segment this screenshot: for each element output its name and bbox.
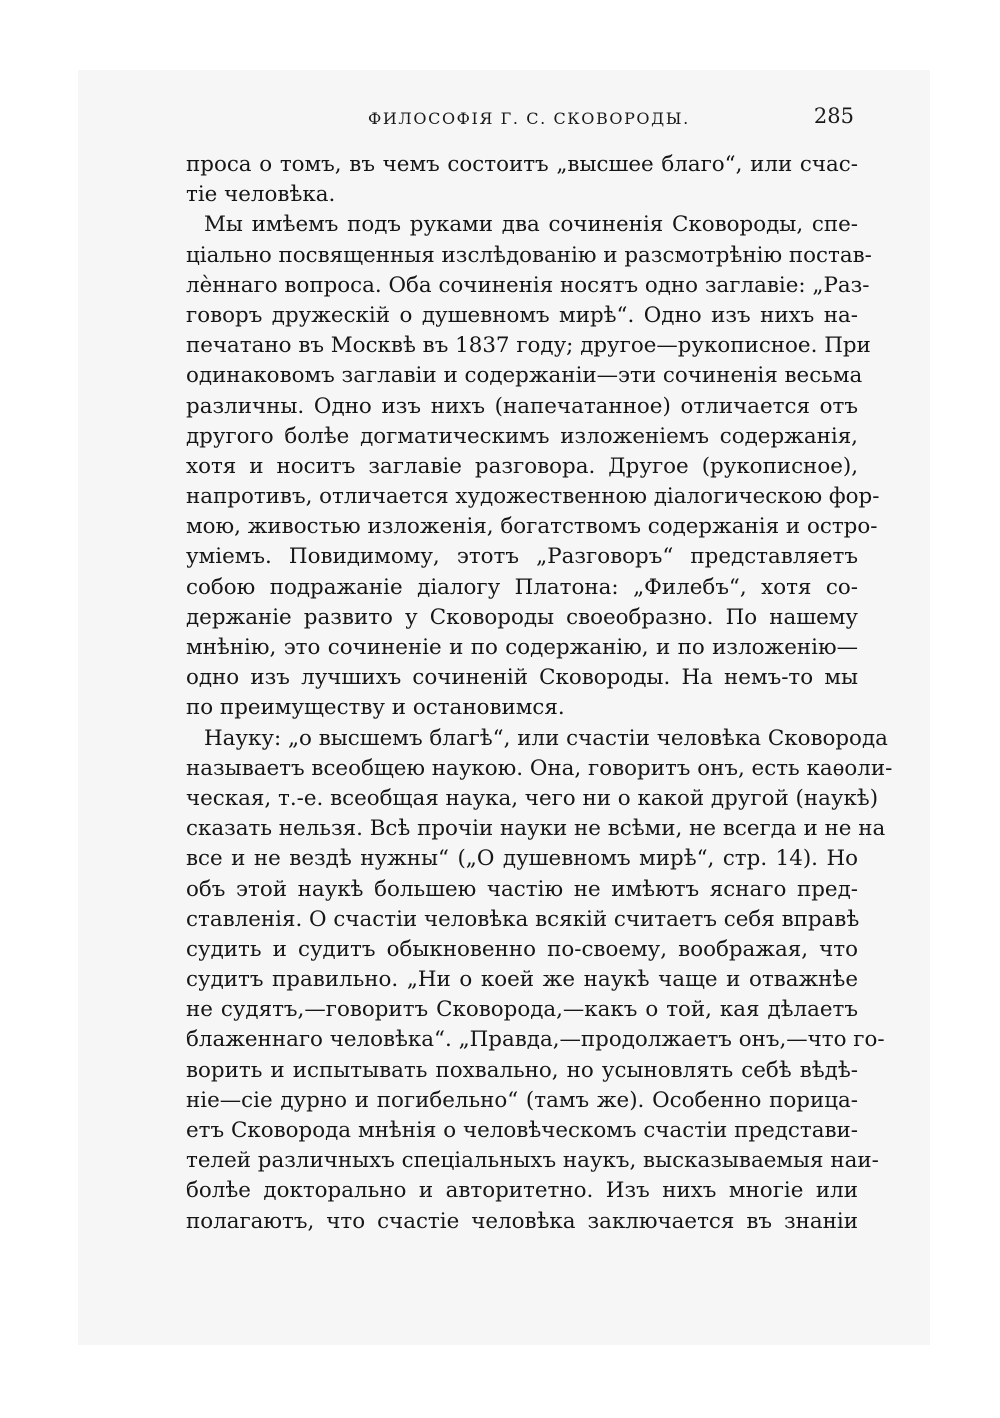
text-line: хотя и носитъ заглавіе разговора. Другое (рукописное), <box>186 453 858 479</box>
text-line: полагаютъ, что счастіе человѣка заключается въ знаніи <box>186 1208 858 1234</box>
text-line: лѐннаго вопроса. Оба сочиненія носятъ одно заглавіе: „Раз- <box>186 272 870 298</box>
page-header <box>184 104 858 132</box>
text-line: болѣе докторально и авторитетно. Изъ нихъ многіе или <box>186 1178 858 1204</box>
text-line: по преимуществу и остановимся. <box>186 695 565 721</box>
text-line: уміемъ. Повидимому, этотъ „Разговоръ“ представляетъ <box>186 544 858 570</box>
running-title: ФИЛОСОФІЯ Г. С. СКОВОРОДЫ. <box>368 109 690 128</box>
text-line: печатано въ Москвѣ въ 1837 году; другое—рукописное. При <box>186 333 871 359</box>
text-line: мнѣнію, это сочиненіе и по содержанію, и по изложенію— <box>186 635 858 660</box>
text-line: сказать нельзя. Всѣ прочіи науки не всѣми, не всегда и не на <box>186 816 886 842</box>
text-line: собою подражаніе діалогу Платона: „Филебъ“, хотя со- <box>186 574 858 600</box>
text-line: одно изъ лучшихъ сочиненій Сковороды. На немъ-то мы <box>186 665 858 691</box>
text-line: судитъ правильно. „Ни о коей же наукѣ чаще и отважнѣе <box>186 967 858 993</box>
text-line: говоръ дружескій о душевномъ мирѣ“. Одно изъ нихъ на- <box>186 302 858 328</box>
text-line: различны. Одно изъ нихъ (напечатанное) отличается отъ <box>186 393 858 419</box>
text-line: ціально посвященныя изслѣдованію и разсмотрѣнію постав- <box>186 242 872 268</box>
page-number: 285 <box>813 104 854 128</box>
text-line: не судятъ,—говоритъ Сковорода,—какъ о той, кая дѣлаетъ <box>186 997 858 1023</box>
body-text <box>186 150 893 1237</box>
text-line: тіе человѣка. <box>186 182 336 208</box>
text-line: ческая, т.-е. всеобщая наука, чего ни о какой другой (наукѣ) <box>186 785 879 811</box>
text-line: все и не вездѣ нужны“ („О душевномъ мирѣ“, стр. 14). Но <box>186 846 858 872</box>
text-line: проса о томъ, въ чемъ состоитъ „высшее благо“, или счас- <box>186 152 858 177</box>
text-line: судить и судитъ обыкновенно по-своему, воображая, что <box>186 936 858 962</box>
text-line: Мы имѣемъ подъ руками два сочиненія Сковороды, спе- <box>204 212 858 238</box>
text-line: етъ Сковорода мнѣнія о человѣческомъ счастіи представи- <box>186 1118 858 1143</box>
text-line: одинаковомъ заглавіи и содержаніи—эти сочиненія весьма <box>186 363 863 389</box>
text-line: объ этой наукѣ большею частію не имѣютъ яснаго пред- <box>186 876 858 902</box>
text-line: мою, живостью изложенія, богатствомъ содержанія и остро- <box>186 514 878 540</box>
text-line: ворить и испытывать похвально, но усыновлять себѣ вѣдѣ- <box>186 1057 858 1083</box>
text-line: держаніе развито у Сковороды своеобразно. По нашему <box>186 604 858 630</box>
text-line: ніе—сіе дурно и погибельно“ (тамъ же). Особенно порица- <box>186 1087 858 1113</box>
text-line: ставленія. О счастіи человѣка всякій считаетъ себя вправѣ <box>186 906 860 932</box>
text-line: Науку: „о высшемъ благѣ“, или счастіи человѣка Сковорода <box>204 725 888 751</box>
text-line: другого болѣе догматическимъ изложеніемъ содержанія, <box>186 423 858 449</box>
text-line: называетъ всеобщею наукою. Она, говоритъ онъ, есть каѳоли- <box>186 755 893 781</box>
text-line: телей различныхъ спеціальныхъ наукъ, высказываемыя наи- <box>186 1148 879 1174</box>
text-line: напротивъ, отличается художественною діалогическою фор- <box>186 484 880 510</box>
text-line: блаженнаго человѣка“. „Правда,—продолжаетъ онъ,—что го- <box>186 1027 885 1053</box>
